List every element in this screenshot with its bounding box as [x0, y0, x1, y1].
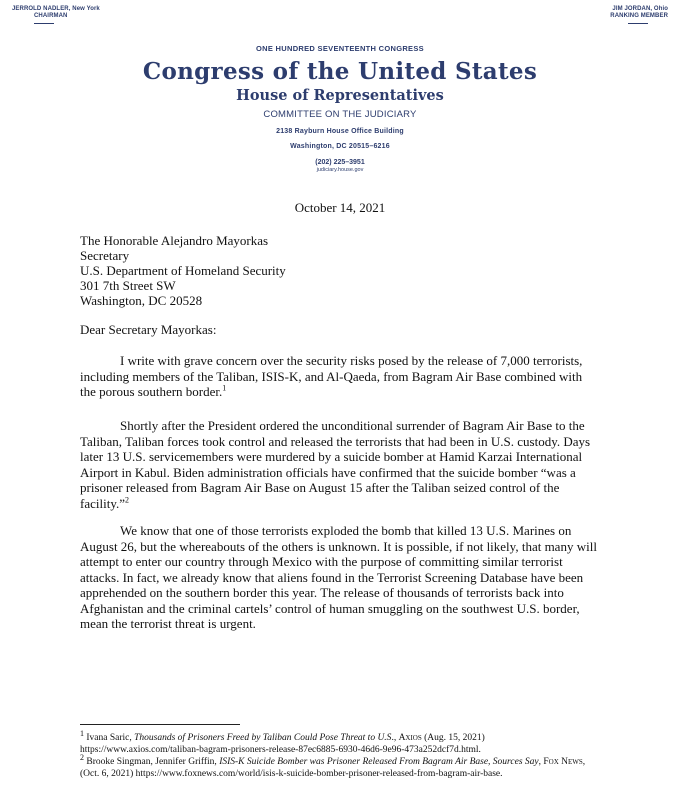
paragraph-3-text: We know that one of those terrorists exploded the bomb that killed 13 U.S. Marines on August 26, but the whereabouts of the others is unknown. It is possible, if not likely, that many will attempt to enter our country through Mexico with the purpose of committing similar terrorist attacks. In fact, we already know that aliens found in the Terrorist Screening Database have been apprehended on the southern border this year. The release of thousands of terrorists back into Afghanistan and the criminal cartels’ control of human smuggling on the southwest U.S. border, mean the terrorist threat is urgent.	[80, 523, 597, 631]
footnote-1-author: Ivana Saric,	[86, 733, 132, 743]
footnote-1-publication: Axios	[398, 733, 422, 743]
footnote-2-url[interactable]: https://www.foxnews.com/world/isis-k-suicide-bomber-prisoner-released-from-bagram-air-base.	[135, 769, 503, 779]
congress-title: Congress of the United States	[142, 58, 538, 85]
footnote-2-publication: Fox News	[543, 757, 583, 767]
footnote-divider	[80, 724, 240, 725]
footnote-2-title: ISIS-K Suicide Bomber was Prisoner Released From Bagram Air Base, Sources Say	[219, 757, 539, 767]
footnote-2: $^2$ Brooke Singman, Jennifer Griffin, ISIS-K Suicide Bomber was Prisoner Released From Bagram Air Base, Sources Say, Fox News, (Oct. 6, 2021) https://www.foxnews.com/world/isis-k-suicide-bomber-prisoner-released-from-bagram-air-base.	[80, 752, 586, 779]
footnote-1: $^1$ Ivana Saric, Thousands of Prisoners Freed by Taliban Could Pose Threat to U.S., Axios (Aug. 15, 2021) https://www.axios.com/taliban-bagram-prisoners-release-87ec6885-6930-46d6-9e96-473a252dcf7d.html.	[80, 728, 485, 755]
ranking-member-title: RANKING MEMBER	[610, 13, 668, 19]
footnote-2-author: Brooke Singman, Jennifer Griffin,	[86, 757, 217, 767]
letterhead	[0, 44, 680, 173]
paragraph-2-text: Shortly after the President ordered the unconditional surrender of Bagram Air Base to the Taliban, Taliban forces took control and released the terrorists that had been in U.S. custody. Days later 13 U.S. servicemembers were murdered by a suicide bomber at Hamid Karzai International Airport in Kabul. Biden administration officials have confirmed that the suicide bomber “was a prisoner released from Bagram Air Base on August 15 after the Taliban seized control of the facility.”	[80, 418, 591, 511]
congress-number: ONE HUNDRED SEVENTEENTH CONGRESS	[256, 44, 424, 53]
chairman-name: JERROLD NADLER, New York	[12, 6, 100, 12]
footnote-1-date: (Aug. 15, 2021)	[424, 733, 485, 743]
ranking-member-divider	[628, 23, 648, 24]
recipient-city: Washington, DC 20528	[80, 293, 203, 308]
recipient-address	[80, 233, 286, 308]
office-website: judiciary.house.gov	[316, 167, 364, 173]
chairman-block	[12, 6, 100, 24]
chairman-title: CHAIRMAN	[34, 13, 68, 19]
recipient-street: 301 7th Street SW	[80, 278, 176, 293]
office-phone: (202) 225–3951	[315, 159, 365, 166]
footnotes	[80, 728, 600, 780]
office-city: Washington, DC 20515–6216	[290, 143, 390, 150]
paragraph-2	[80, 418, 600, 511]
recipient-name: The Honorable Alejandro Mayorkas	[80, 233, 269, 248]
paragraph-1-text: I write with grave concern over the security risks posed by the release of 7,000 terrorists, including members of the Taliban, ISIS-K, and Al-Qaeda, from Bagram Air Base combined with the porous southern border.	[80, 353, 583, 399]
paragraph-3	[80, 523, 600, 632]
ranking-member-block	[610, 6, 668, 24]
footnote-1-title: Thousands of Prisoners Freed by Taliban Could Pose Threat to U.S	[134, 733, 392, 743]
committee-name: COMMITTEE ON THE JUDICIARY	[263, 109, 417, 120]
office-building: 2138 Rayburn House Office Building	[276, 128, 404, 135]
recipient-department: U.S. Department of Homeland Security	[80, 263, 286, 278]
footnote-ref-1[interactable]: 1	[222, 383, 227, 393]
house-title: House of Representatives	[236, 87, 444, 104]
salutation: Dear Secretary Mayorkas:	[80, 322, 217, 337]
footnote-2-number: 2	[80, 752, 84, 762]
letter-date: October 14, 2021	[294, 200, 386, 215]
footnote-ref-2[interactable]: 2	[125, 495, 129, 505]
paragraph-1	[80, 353, 600, 400]
ranking-member-name: JIM JORDAN, Ohio	[612, 6, 668, 12]
footnote-1-url[interactable]: https://www.axios.com/taliban-bagram-prisoners-release-87ec6885-6930-46d6-9e96-473a252dcf7d.html.	[80, 745, 481, 755]
footnote-2-date: (Oct. 6, 2021)	[80, 769, 134, 779]
footnote-1-number: 1	[80, 728, 84, 738]
chairman-divider	[34, 23, 54, 24]
recipient-title: Secretary	[80, 248, 130, 263]
